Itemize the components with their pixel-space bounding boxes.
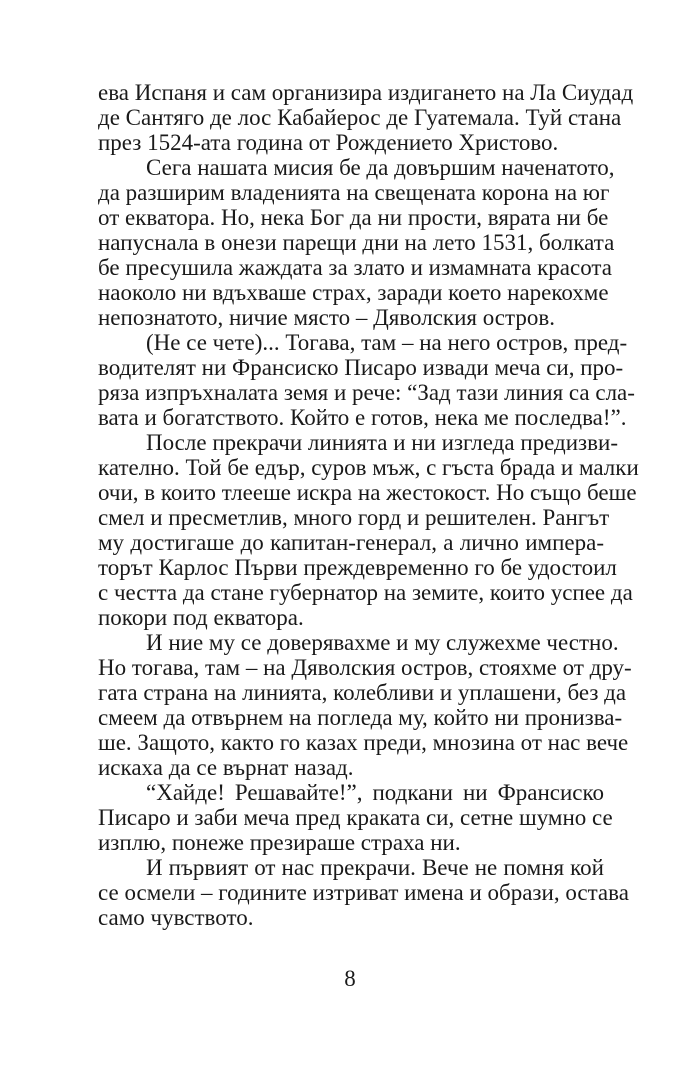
- text-line: бе пресушила жаждата за злато и измамната красота: [98, 255, 612, 280]
- text-line: кателно. Той бе едър, суров мъж, с гъста брада и малки: [98, 455, 639, 480]
- text-line: (Не се чете)... Тогава, там – на него остров, пред-: [146, 330, 628, 355]
- text-line: торът Карлос Първи преждевременно го бе удостоил: [98, 555, 617, 580]
- text-line: “Хайде! Решавайте!”, подкани ни Франсиско: [146, 780, 604, 805]
- text-line: ева Испаня и сам организира издигането на Ла Сиудад: [98, 80, 634, 105]
- text-line: с честта да стане губернатор на земите, които успее да: [98, 580, 633, 605]
- paragraph: [98, 780, 613, 855]
- paragraph: [98, 330, 635, 430]
- text-line: Писаро и заби меча пред краката си, сетне шумно се: [98, 805, 613, 830]
- text-line: му достигаше до капитан-генерал, а лично импера-: [98, 530, 604, 555]
- text-line: смеем да отвърнем на погледа му, който ни пронизва-: [98, 705, 623, 730]
- text-line: да разширим владенията на свещената корона на юг: [98, 180, 610, 205]
- text-line: де Сантяго де лос Кабайерос де Гуатемала. Туй стана: [98, 105, 622, 130]
- paragraph: [98, 855, 629, 930]
- text-line: смел и пресметлив, много горд и решителен. Рангът: [98, 505, 610, 530]
- paragraph: [98, 430, 639, 630]
- text-line: Сега нашата мисия бе да довършим наченатото,: [146, 155, 615, 180]
- text-line: очи, в които тлееше искра на жестокост. Но също беше: [98, 480, 637, 505]
- text-line: гата страна на линията, колебливи и уплашени, без да: [98, 680, 627, 705]
- text-line: Но тогава, там – на Дяволския остров, стояхме от дру-: [98, 655, 632, 680]
- text-line: през 1524-ата година от Рождението Христово.: [98, 130, 559, 155]
- text-line: наоколо ни вдъхваше страх, заради което нарекохме: [98, 280, 609, 305]
- text-line: ше. Защото, както го казах преди, мнозина от нас вече: [98, 730, 629, 755]
- text-line: от екватора. Но, нека Бог да ни прости, вярата ни бе: [98, 205, 609, 230]
- paragraph: [98, 630, 632, 780]
- text-line: искаха да се върнат назад.: [98, 755, 354, 780]
- body-text: [98, 80, 639, 930]
- paragraph: [98, 80, 634, 155]
- text-line: ряза изпръхналата земя и рече: “Зад тази линия са сла-: [98, 380, 635, 405]
- text-line: непознатото, ничие място – Дяволския остров.: [98, 305, 555, 330]
- text-line: И ние му се доверявахме и му служехме честно.: [146, 630, 619, 655]
- text-line: само чувството.: [98, 905, 254, 930]
- text-line: напуснала в онези парещи дни на лето 1531, болката: [98, 230, 615, 255]
- text-line: После прекрачи линията и ни изгледа предизви-: [146, 430, 618, 455]
- page-number: 8: [344, 966, 356, 991]
- paragraph: [98, 155, 615, 330]
- text-line: изплю, понеже презираше страха ни.: [98, 830, 461, 855]
- text-line: вата и богатството. Който е готов, нека ме последва!”.: [98, 405, 627, 430]
- text-line: се осмели – годините изтриват имена и образи, остава: [98, 880, 629, 905]
- text-line: водителят ни Франсиско Писаро извади меча си, про-: [98, 355, 624, 380]
- text-line: И първият от нас прекрачи. Вече не помня кой: [146, 855, 604, 880]
- text-line: покори под екватора.: [98, 605, 304, 630]
